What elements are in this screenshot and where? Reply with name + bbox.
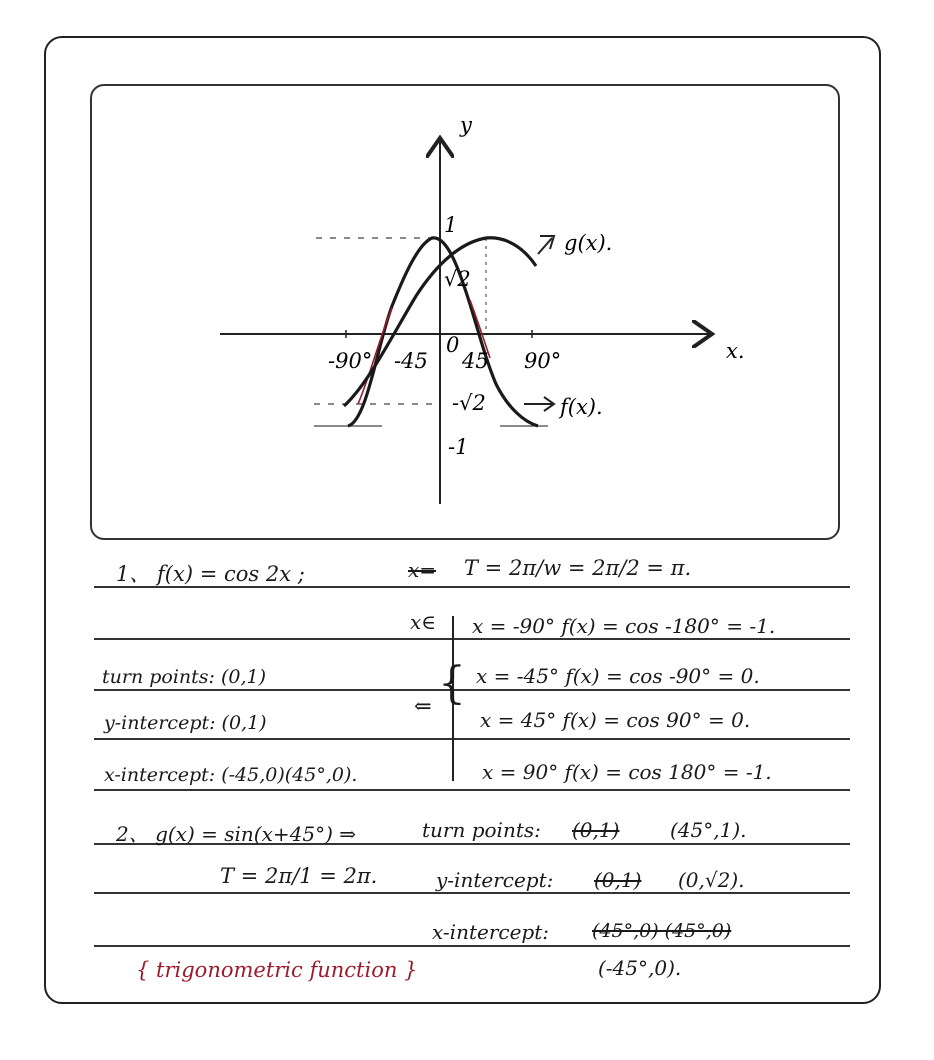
rule-line	[94, 689, 850, 691]
turn-points-g-label: turn points:	[422, 818, 541, 842]
x-intercept-f: x-intercept: (-45,0)(45°,0).	[104, 764, 358, 786]
table-row: x = -90° f(x) = cos -180° = -1.	[472, 614, 776, 638]
brace-curl: {	[438, 658, 466, 709]
y-tick-neg1: -1	[448, 435, 469, 459]
curve-f-label: f(x).	[560, 395, 603, 419]
origin-label: 0	[446, 333, 460, 357]
rule-line	[94, 638, 850, 640]
g-period: T = 2π/1 = 2π.	[220, 864, 378, 888]
x-tick-neg45: -45	[394, 349, 428, 373]
x-in-label: x∈	[410, 610, 437, 634]
x-tick-45: 45	[462, 349, 489, 373]
x-tick-90: 90°	[524, 349, 562, 373]
curve-g-label: g(x).	[564, 231, 613, 255]
y-axis-label: y	[460, 113, 472, 137]
y-tick-1: 1	[444, 213, 458, 237]
turn-points-g-struck: (0,1)	[572, 818, 620, 842]
table-row: x = 45° f(x) = cos 90° = 0.	[480, 708, 751, 732]
x-intercept-g-value: (-45°,0).	[598, 956, 682, 980]
rule-line	[94, 892, 850, 894]
y-intercept-g-struck: (0,1)	[594, 868, 642, 892]
implies-left-arrow: ⇐	[414, 694, 432, 718]
y-tick-sqrt2: √2	[444, 267, 471, 291]
f-definition: 1、 f(x) = cos 2x ;	[116, 562, 305, 586]
x-intercept-g-label: x-intercept:	[432, 920, 550, 944]
turn-points-f: turn points: (0,1)	[102, 666, 267, 688]
rule-line	[94, 789, 850, 791]
table-row: x = -45° f(x) = cos -90° = 0.	[476, 664, 760, 688]
graph-panel	[90, 84, 840, 540]
f-period: T = 2π/w = 2π/2 = π.	[464, 556, 692, 580]
g-definition: 2、 g(x) = sin(x+45°) ⇒	[116, 822, 356, 846]
table-row: x = 90° f(x) = cos 180° = -1.	[482, 760, 772, 784]
struck-prefix: x=	[408, 558, 437, 582]
curve-f	[348, 238, 538, 426]
topic-label: { trigonometric function }	[136, 958, 418, 982]
trig-graph	[92, 86, 838, 538]
y-tick-neg-sqrt2: -√2	[452, 391, 486, 415]
rule-line	[94, 945, 850, 947]
x-axis-label: x.	[726, 339, 745, 363]
x-tick-neg90: -90°	[328, 349, 373, 373]
x-intercept-g-struck: (45°,0) (45°,0)	[592, 920, 732, 942]
turn-points-g-value: (45°,1).	[670, 818, 747, 842]
y-intercept-g-value: (0,√2).	[678, 868, 745, 892]
y-intercept-f: y-intercept: (0,1)	[104, 712, 267, 734]
y-intercept-g-label: y-intercept:	[436, 868, 554, 892]
rule-line	[94, 738, 850, 740]
